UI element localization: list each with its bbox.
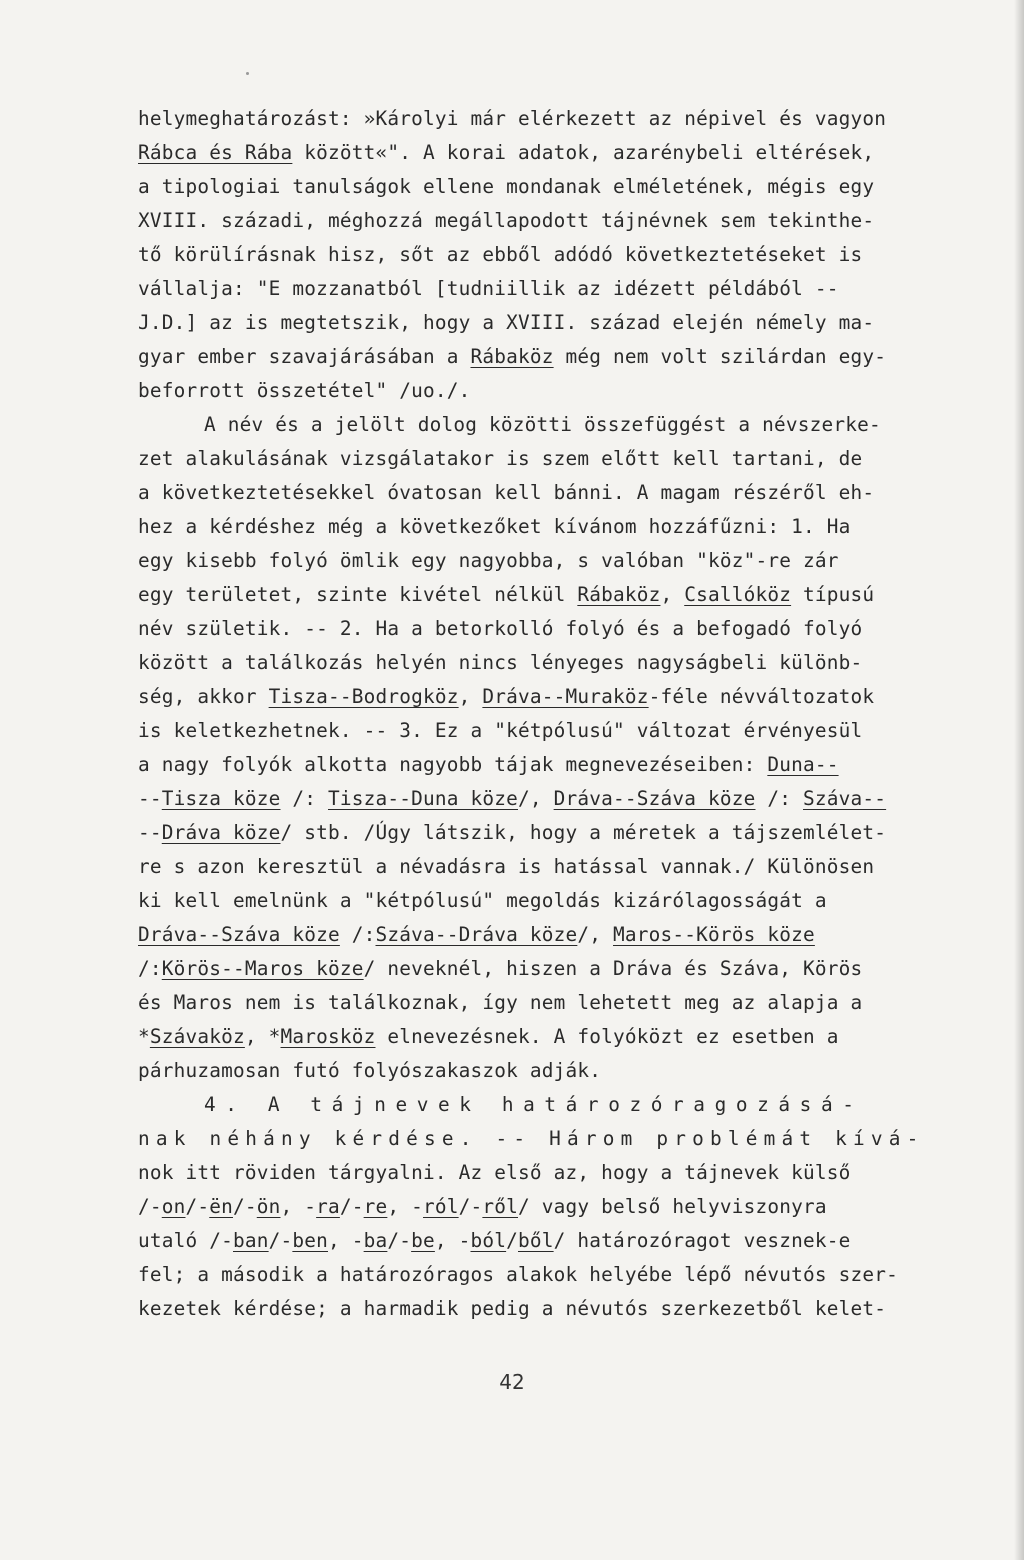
text-run: /- — [233, 1195, 257, 1218]
underlined-term: ről — [482, 1195, 518, 1218]
text-line — [138, 884, 988, 918]
text-line — [138, 1190, 988, 1224]
text-run: egy kisebb folyó ömlik egy nagyobba, s valóban "köz"-re zár — [138, 549, 839, 572]
underlined-term: ben — [292, 1229, 328, 1252]
text-run: , - — [328, 1229, 364, 1252]
text-run: a következtetésekkel óvatosan kell bánni. A magam részéről eh- — [138, 481, 875, 504]
text-run: /, — [518, 787, 554, 810]
text-run: még nem volt szilárdan egy- — [553, 345, 887, 368]
text-line — [138, 1020, 988, 1054]
text-run: /: — [280, 787, 328, 810]
underlined-term: Rábaköz — [577, 583, 661, 606]
text-run: a tipologiai tanulságok ellene mondanak elméletének, mégis egy — [138, 175, 875, 198]
text-line — [138, 204, 988, 238]
text-run: nok itt röviden tárgyalni. Az első az, hogy a tájnevek külső — [138, 1161, 851, 1184]
text-run: vállalja: "E mozzanatból [tudniillik az idézett példából -- — [138, 277, 839, 300]
text-line — [138, 136, 988, 170]
underlined-term: Csallóköz — [684, 583, 792, 606]
text-line — [138, 476, 988, 510]
text-run: -féle névváltozatok — [648, 685, 875, 708]
text-run: , - — [387, 1195, 423, 1218]
text-run: tő körülírásnak hisz, sőt az ebből adódó következtetéseket is — [138, 243, 863, 266]
text-line — [138, 340, 988, 374]
text-line — [138, 986, 988, 1020]
text-run: egy területet, szinte kivétel nélkül — [138, 583, 578, 606]
underlined-term: Rábaköz — [470, 345, 554, 368]
underlined-term: re — [363, 1195, 388, 1218]
underlined-term: Körös--Maros köze — [161, 957, 364, 980]
text-line — [138, 102, 988, 136]
text-run: fel; a második a határozóragos alakok helyébe lépő névutós szer- — [138, 1263, 898, 1286]
underlined-term: ből — [518, 1229, 554, 1252]
text-run: / határozóragot vesznek-e — [553, 1229, 851, 1252]
text-line — [138, 612, 988, 646]
text-run: A név és a jelölt dolog közötti összefüggést a névszerke- — [204, 413, 881, 436]
text-run: /- — [387, 1229, 412, 1252]
text-run: hez a kérdéshez még a következőket kívánom hozzáfűzni: 1. Ha — [138, 515, 851, 538]
text-line — [138, 918, 988, 952]
underlined-term: ën — [209, 1195, 233, 1218]
underlined-term: ba — [363, 1229, 388, 1252]
text-line — [138, 680, 988, 714]
underlined-term: Dráva--Száva köze — [553, 787, 756, 810]
text-run: és Maros nem is találkoznak, így nem lehetett meg az alapja a — [138, 991, 863, 1014]
text-run: re s azon keresztül a névadásra is hatással vannak./ Különösen — [138, 855, 875, 878]
text-run: / stb. /Úgy látszik, hogy a méretek a tájszemlélet- — [280, 821, 887, 844]
text-run: zet alakulásának vizsgálatakor is szem előtt kell tartani, de — [138, 447, 863, 470]
text-run: , — [458, 685, 483, 708]
text-run: /- — [268, 1229, 293, 1252]
text-run: * — [138, 1025, 150, 1048]
text-run: / — [506, 1229, 518, 1252]
text-run: ség, akkor — [138, 685, 269, 708]
underlined-term: Száva--Dráva köze — [375, 923, 578, 946]
text-run: /, — [577, 923, 613, 946]
text-run: típusú — [791, 583, 875, 606]
text-line — [138, 952, 988, 986]
underlined-term: Marosköz — [280, 1025, 376, 1048]
text-run: /: — [755, 787, 803, 810]
text-run: /- — [339, 1195, 364, 1218]
text-run: /: — [339, 923, 376, 946]
underlined-term: Maros--Körös köze — [613, 923, 815, 946]
text-line — [138, 306, 988, 340]
text-line — [138, 578, 988, 612]
underlined-term: on — [161, 1195, 186, 1218]
text-line — [138, 1224, 988, 1258]
underlined-term: Tisza köze — [161, 787, 281, 810]
text-run: J.D.] az is megtetszik, hogy a XVIII. század elején némely ma- — [138, 311, 875, 334]
text-run: , — [660, 583, 685, 606]
text-run: 4. A tájnevek határozóragozásá- — [204, 1093, 864, 1116]
text-run: , - — [434, 1229, 471, 1252]
text-run: / vagy belső helyviszonyra — [518, 1195, 827, 1218]
underlined-term: Száva-- — [803, 787, 887, 810]
text-run: párhuzamosan futó folyószakaszok adják. — [138, 1059, 602, 1082]
text-line — [138, 408, 988, 442]
underlined-term: ra — [316, 1195, 340, 1218]
underlined-term: Dráva--Muraköz — [482, 685, 649, 708]
text-line — [138, 238, 988, 272]
underlined-term: Rábca és Rába — [138, 141, 293, 164]
page-right-edge-shadow — [1014, 0, 1024, 1560]
text-run: név születik. -- 2. Ha a betorkolló folyó és a befogadó folyó — [138, 617, 863, 640]
text-line — [138, 1088, 988, 1122]
text-line — [138, 816, 988, 850]
text-run: a nagy folyók alkotta nagyobb tájak megnevezéseiben: — [138, 753, 768, 776]
underlined-term: Tisza--Duna köze — [328, 787, 518, 810]
text-run: nak néhány kérdése. -- Három problémát kívá- — [138, 1127, 925, 1150]
text-run: beforrott összetétel" /uo./. — [138, 379, 471, 402]
text-run: , * — [244, 1025, 281, 1048]
underlined-term: Dráva köze — [161, 821, 281, 844]
text-run: -- — [138, 787, 162, 810]
text-run: /: — [138, 957, 162, 980]
text-run: -- — [138, 821, 162, 844]
text-line — [138, 1054, 988, 1088]
text-run: /- — [458, 1195, 483, 1218]
text-line — [138, 646, 988, 680]
text-line — [138, 272, 988, 306]
text-line — [138, 1122, 988, 1156]
text-run: között a találkozás helyén nincs lényeges nagyságbeli különb- — [138, 651, 863, 674]
text-line — [138, 748, 988, 782]
underlined-term: be — [411, 1229, 435, 1252]
text-run: elnevezésnek. A folyóközt ez esetben a — [375, 1025, 839, 1048]
text-run: XVIII. századi, méghozzá megállapodott tájnévnek sem tekinthe- — [138, 209, 875, 232]
text-line — [138, 1156, 988, 1190]
underlined-term: Duna-- — [767, 753, 839, 776]
text-run: / neveknél, hiszen a Dráva és Száva, Körös — [363, 957, 863, 980]
text-line — [138, 850, 988, 884]
text-run: /- — [138, 1195, 162, 1218]
text-run: kezetek kérdése; a harmadik pedig a névutós szerkezetből kelet- — [138, 1297, 887, 1320]
underlined-term: ban — [233, 1229, 269, 1252]
text-line — [138, 782, 988, 816]
text-run: gyar ember szavajárásában a — [138, 345, 471, 368]
text-run: között«". A korai adatok, azarénybeli eltérések, — [292, 141, 875, 164]
underlined-term: Dráva--Száva köze — [138, 923, 340, 946]
text-run: ki kell emelnünk a "kétpólusú" megoldás kizárólagosságát a — [138, 889, 827, 912]
text-line — [138, 1258, 988, 1292]
underlined-term: ön — [256, 1195, 281, 1218]
text-line — [138, 544, 988, 578]
text-line — [138, 374, 988, 408]
underlined-term: ból — [470, 1229, 507, 1252]
underlined-term: Szávaköz — [149, 1025, 245, 1048]
text-run: , - — [280, 1195, 317, 1218]
body-text — [138, 102, 988, 1326]
page-number: 42 — [499, 1370, 525, 1394]
text-line — [138, 510, 988, 544]
text-run: /- — [185, 1195, 210, 1218]
underlined-term: ról — [423, 1195, 459, 1218]
text-line — [138, 1292, 988, 1326]
underlined-term: Tisza--Bodrogköz — [268, 685, 459, 708]
text-run: is keletkezhetnek. -- 3. Ez a "kétpólusú" változat érvényesül — [138, 719, 863, 742]
text-line — [138, 170, 988, 204]
text-line — [138, 442, 988, 476]
text-line — [138, 714, 988, 748]
text-run: helymeghatározást: »Károlyi már elérkezett az népivel és vagyon — [138, 107, 887, 130]
scan-speck — [246, 72, 249, 75]
text-run: utaló /- — [138, 1229, 233, 1252]
